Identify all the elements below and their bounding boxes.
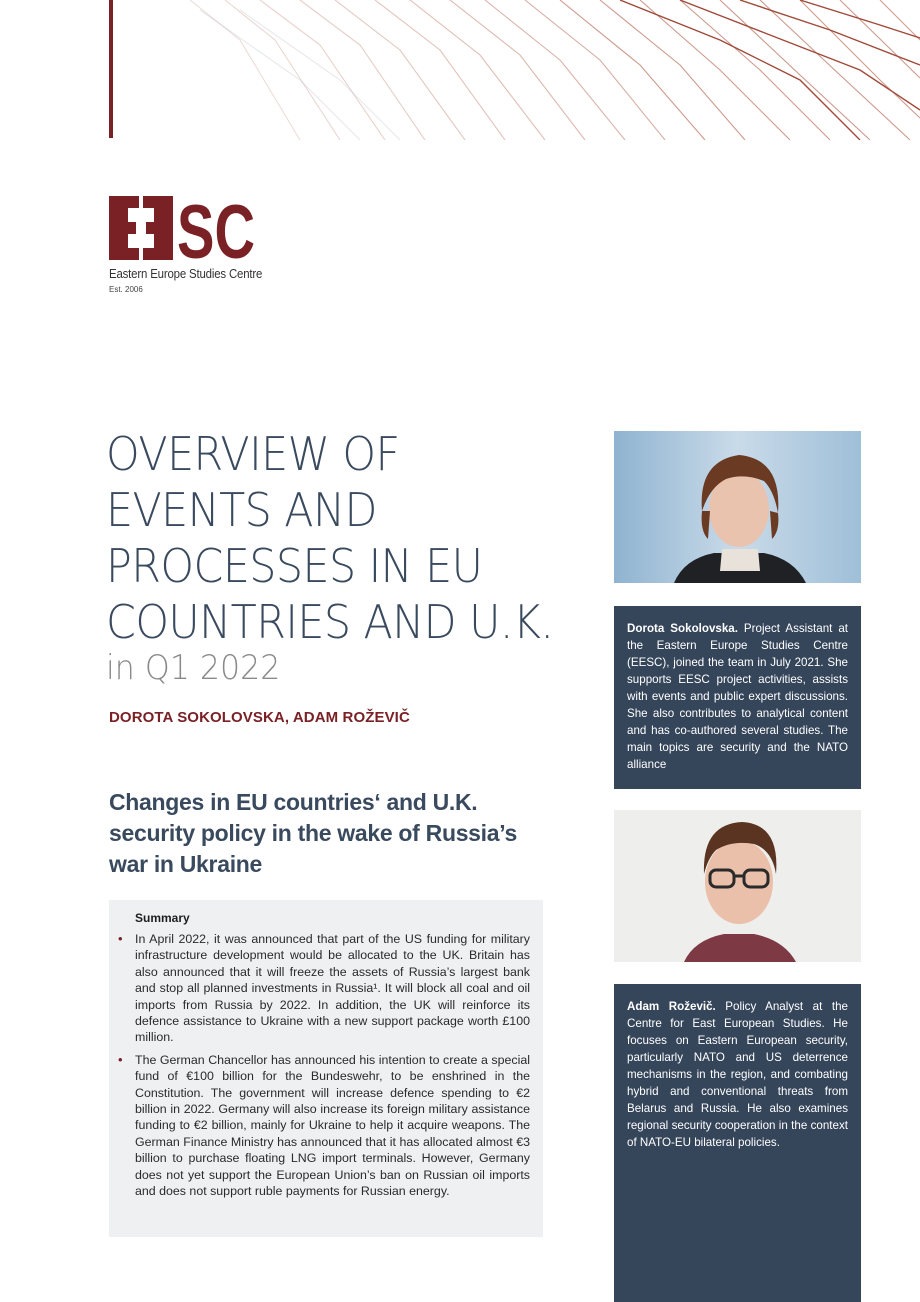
author-photo-sokolovska xyxy=(614,431,861,583)
summary-box xyxy=(109,900,543,1237)
report-title-block xyxy=(106,426,596,688)
author-photo-rozevic xyxy=(614,810,861,962)
summary-item-text: The German Chancellor has announced his intention to create a special fund of €100 billion for the Bundeswehr, to be enshrined in the Constitution. The government will increase defence spending to €2 billion in 2022. Germany will also increase its foreign military assistance funding to €2 billion, mainly for Ukraine to help it acquire weapons. The German Finance Ministry has announced that it has allocated almost €3 billion to purchase floating LNG import terminals. However, Germany does not yet support the European Union’s ban on Russian oil imports and does not support ruble payments for Russian energy. xyxy=(135,1052,530,1199)
summary-title: Summary xyxy=(135,911,190,925)
section-headline: Changes in EU countries‘ and U.K. security policy in the wake of Russia’s war in Ukraine xyxy=(109,789,517,877)
summary-item xyxy=(118,931,530,1046)
vertical-accent-rule xyxy=(109,0,113,138)
bio-text: Policy Analyst at the Centre for East European Studies. He focuses on Eastern European security, particularly NATO and US deterrence mechanisms in the region, and combating hybrid and conventional threats from Belarus and Russia. He also examines regional security cooperation in the context of NATO-EU bilateral policies. xyxy=(627,1000,848,1149)
summary-item xyxy=(118,1051,530,1200)
report-title xyxy=(106,426,596,650)
bio-text: Project Assistant at the Eastern Europe Studies Centre (EESC), joined the team in July 2021. She supports EESC project activities, assists with events and public expert discussions. She also contributes to analytical content and has co-authored several studies. The main topics are security and the NATO alliance xyxy=(627,622,848,771)
report-authors: DOROTA SOKOLOVSKA, ADAM ROŽEVIČ xyxy=(109,709,410,726)
author-bio-sokolovska xyxy=(614,606,861,789)
summary-list xyxy=(118,931,530,1200)
bullet-icon: • xyxy=(118,931,123,946)
report-subtitle: in Q1 2022 xyxy=(106,648,281,688)
author-bio-rozevic xyxy=(614,984,861,1302)
logo-org-name: Eastern Europe Studies Centre xyxy=(109,266,263,281)
bio-author-name: Dorota Sokolovska. xyxy=(627,622,738,635)
decorative-line-pattern xyxy=(0,0,920,140)
bullet-icon: • xyxy=(118,1051,123,1067)
title-line: EVENTS AND xyxy=(106,483,377,537)
logo-established: Est. 2006 xyxy=(109,285,143,294)
eesc-logo xyxy=(109,196,269,294)
title-line: PROCESSES IN EU xyxy=(106,539,483,593)
summary-item-text: In April 2022, it was announced that part of the US funding for military infrastructure development would be allocated to the UK. Britain has also announced that it will freeze the assets of Russia’s largest bank and stop all planned investments in Russia¹. It will block all coal and oil imports from Russia by 2022. In addition, the UK will reinforce its defence assistance to Ukraine with a new support package worth £100 million. xyxy=(135,932,530,1045)
eesc-logo-mark xyxy=(109,196,255,260)
bio-author-name: Adam Roževič. xyxy=(627,1000,716,1013)
svg-text:SC: SC xyxy=(177,196,255,260)
title-line: OVERVIEW OF xyxy=(106,427,400,481)
title-line: COUNTRIES AND U.K. xyxy=(106,595,554,649)
